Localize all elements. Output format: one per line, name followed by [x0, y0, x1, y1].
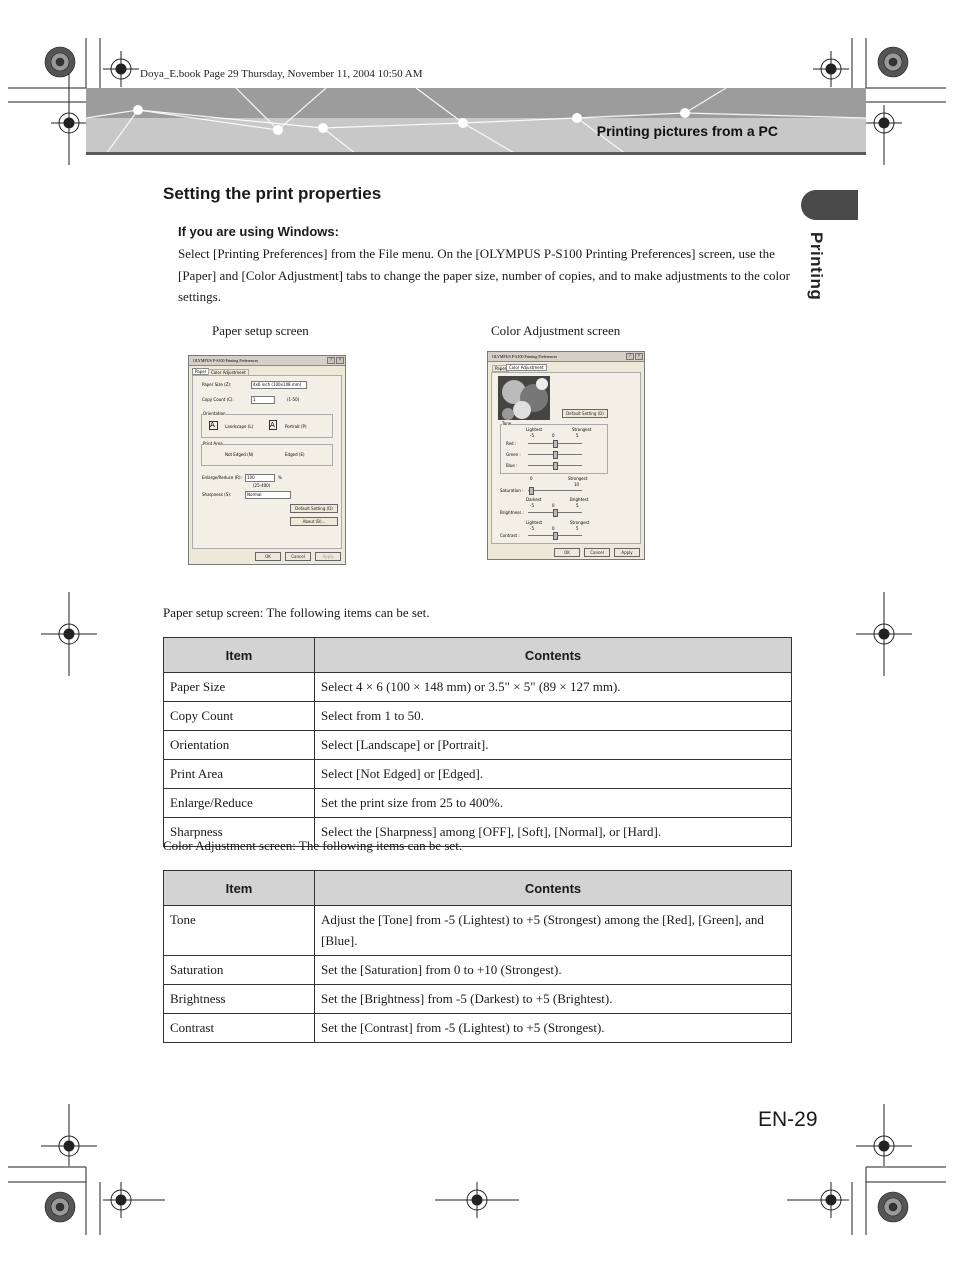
table-row: [164, 906, 792, 956]
paper-size-value: 4x6 inch (100x148 mm): [253, 382, 302, 387]
contents-cell: Adjust the [Tone] from -5 (Lightest) to +5 (Strongest) among the [Red], [Green], and [Blue].: [315, 906, 792, 956]
green-label: Green :: [506, 452, 521, 457]
landscape-option: Landscape (L): [225, 424, 254, 429]
table-row: [164, 702, 792, 731]
tone-zero: 0: [552, 433, 555, 438]
cancel-button: Cancel: [285, 552, 311, 561]
saturation-max: 10: [574, 482, 580, 487]
brightness-min: -5: [530, 503, 534, 508]
tab-color-adjustment: Color Adjustment: [506, 364, 547, 371]
close-icon: ×: [336, 357, 344, 364]
sharpness-select: [245, 491, 291, 499]
table-row: [164, 1014, 792, 1043]
paper-screen-caption: Paper setup screen: [212, 323, 309, 338]
print-area-label: Print Area: [203, 441, 223, 446]
contrast-strongest: Strongest: [570, 520, 590, 525]
section-subtitle: If you are using Windows:: [178, 224, 339, 239]
contrast-label: Contrast :: [500, 533, 520, 538]
brightness-zero: 0: [552, 503, 555, 508]
item-cell: Paper Size: [164, 673, 315, 702]
contents-cell: Set the [Saturation] from 0 to +10 (Strongest).: [315, 956, 792, 985]
saturation-min: 0: [530, 476, 533, 481]
ok-button: OK: [255, 552, 281, 561]
contrast-max: 5: [576, 526, 579, 531]
saturation-strongest: Strongest: [568, 476, 588, 481]
contents-cell: Select 4 × 6 (100 × 148 mm) or 3.5" × 5" (89 × 127 mm).: [315, 673, 792, 702]
copy-count-label: Copy Count (C):: [202, 397, 234, 402]
item-cell: Orientation: [164, 731, 315, 760]
enlarge-label: Enlarge/Reduce (R):: [202, 475, 242, 480]
landscape-icon: A: [209, 421, 218, 430]
copy-count-value: 1: [253, 397, 256, 402]
item-cell: Saturation: [164, 956, 315, 985]
color-adjustment-dialog: [487, 351, 645, 560]
blue-label: Blue :: [506, 463, 518, 468]
portrait-icon: A: [269, 420, 277, 430]
column-header-item: Item: [164, 638, 315, 673]
contrast-slider: [553, 532, 558, 540]
portrait-option: Portrait (P): [285, 424, 307, 429]
sharpness-label: Sharpness (S):: [202, 492, 232, 497]
item-cell: Tone: [164, 906, 315, 956]
enlarge-unit: %: [278, 475, 282, 480]
brightness-label: Brightness :: [500, 510, 524, 515]
red-slider: [553, 440, 558, 448]
orientation-label: Orientation: [203, 411, 226, 416]
red-label: Red :: [506, 441, 517, 446]
default-setting-button: Default Setting (D): [290, 504, 338, 513]
chapter-tab: [801, 190, 858, 220]
page-number: EN-29: [758, 1108, 818, 1131]
column-header-contents: Contents: [315, 871, 792, 906]
section-title: Setting the print properties: [163, 184, 382, 203]
about-button: About (B)...: [290, 517, 338, 526]
contents-cell: Set the [Brightness] from -5 (Darkest) to +5 (Brightest).: [315, 985, 792, 1014]
dialog-title: OLYMPUS P-S100 Printing Preferences: [488, 352, 644, 362]
tone-max: 5: [576, 433, 579, 438]
saturation-label: Saturation :: [500, 488, 524, 493]
sharpness-value: Normal: [247, 492, 262, 497]
item-cell: Brightness: [164, 985, 315, 1014]
paper-settings-table: [163, 637, 792, 847]
copy-count-field: [251, 396, 275, 404]
table-row: [164, 789, 792, 818]
item-cell: Print Area: [164, 760, 315, 789]
paper-size-label: Paper Size (Z):: [202, 382, 232, 387]
green-slider: [553, 451, 558, 459]
dialog-title: OLYMPUS P-S100 Printing Preferences: [189, 356, 345, 366]
file-slug: Doya_E.book Page 29 Thursday, November 11, 2004 10:50 AM: [140, 68, 423, 80]
ok-button: OK: [554, 548, 580, 557]
blue-slider: [553, 462, 558, 470]
color-table-intro: Color Adjustment screen: The following items can be set.: [163, 838, 463, 853]
column-header-item: Item: [164, 871, 315, 906]
brightness-slider: [553, 509, 558, 517]
enlarge-field: [245, 474, 275, 482]
help-icon: ?: [327, 357, 335, 364]
enlarge-value: 100: [247, 475, 255, 480]
lightest-label: Lightest: [526, 427, 543, 432]
contents-cell: Select [Not Edged] or [Edged].: [315, 760, 792, 789]
contents-cell: Set the print size from 25 to 400%.: [315, 789, 792, 818]
table-row: [164, 731, 792, 760]
apply-button: Apply: [315, 552, 341, 561]
chapter-tab-label: Printing: [807, 232, 826, 301]
copy-count-range: (1-50): [287, 397, 300, 402]
table-row: [164, 760, 792, 789]
contents-cell: Select [Landscape] or [Portrait].: [315, 731, 792, 760]
saturation-slider: [529, 487, 534, 495]
table-row: [164, 985, 792, 1014]
contents-cell: Select the [Sharpness] among [OFF], [Soft], [Normal], or [Hard].: [315, 818, 792, 847]
item-cell: Contrast: [164, 1014, 315, 1043]
contrast-lightest: Lightest: [526, 520, 543, 525]
tab-paper: Paper: [492, 365, 509, 372]
brightest-label: Brightest: [570, 497, 589, 502]
contrast-min: -5: [530, 526, 534, 531]
contents-cell: Select from 1 to 50.: [315, 702, 792, 731]
table-row: [164, 956, 792, 985]
item-cell: Sharpness: [164, 818, 315, 847]
color-screen-caption: Color Adjustment screen: [491, 323, 621, 338]
tab-paper: Paper: [192, 368, 209, 375]
not-edged-option: Not Edged (N): [225, 452, 254, 457]
tab-color-adjustment: Color Adjustment: [208, 369, 249, 376]
enlarge-range: (25-400): [253, 483, 271, 488]
section-intro: Select [Printing Preferences] from the File menu. On the [OLYMPUS P-S100 Printing Preferences] screen, use the [Paper] and [Color Adjustment] tabs to change the paper size, number of copies, and to make adjustments to the color settings.: [178, 246, 790, 304]
table-row: [164, 673, 792, 702]
strongest-label: Strongest: [572, 427, 592, 432]
page-header-title: Printing pictures from a PC: [596, 123, 778, 139]
brightness-max: 5: [576, 503, 579, 508]
default-setting-button: Default Setting (D): [562, 409, 608, 418]
column-header-contents: Contents: [315, 638, 792, 673]
preview-photo: [498, 376, 550, 420]
tone-min: -5: [530, 433, 534, 438]
paper-setup-dialog: [188, 355, 346, 565]
darkest-label: Darkest: [526, 497, 542, 502]
edged-option: Edged (E): [285, 452, 305, 457]
cancel-button: Cancel: [584, 548, 610, 557]
item-cell: Enlarge/Reduce: [164, 789, 315, 818]
paper-size-select: [251, 381, 307, 389]
banner-network-graphic: [86, 88, 866, 154]
paper-table-intro: Paper setup screen: The following items can be set.: [163, 605, 430, 620]
color-settings-table: [163, 870, 792, 1043]
tone-label: Tone: [502, 421, 512, 426]
header-rule: [86, 152, 866, 155]
contrast-zero: 0: [552, 526, 555, 531]
close-icon: ×: [635, 353, 643, 360]
item-cell: Copy Count: [164, 702, 315, 731]
contents-cell: Set the [Contrast] from -5 (Lightest) to +5 (Strongest).: [315, 1014, 792, 1043]
apply-button: Apply: [614, 548, 640, 557]
help-icon: ?: [626, 353, 634, 360]
